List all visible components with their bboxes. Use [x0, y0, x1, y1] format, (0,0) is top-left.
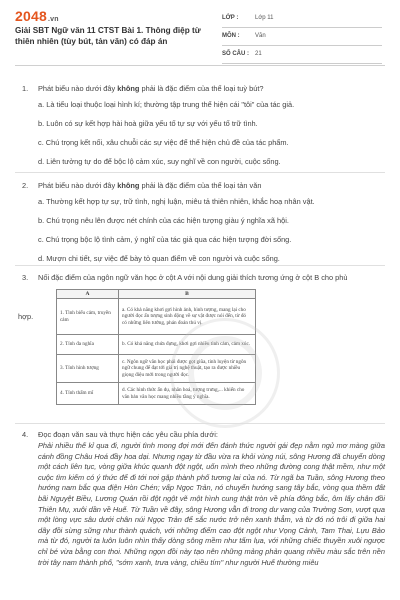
stem-text: phải là đặc điểm của thể loại tuỳ bút?	[139, 84, 264, 93]
stem-emphasis: không	[117, 181, 140, 190]
stem-text: Phát biểu nào dưới đây	[38, 84, 118, 93]
option-c[interactable]: c. Chú trọng kết nối, xâu chuỗi các sự việc để thể hiện chủ đề của tác phẩm.	[38, 138, 289, 147]
cell-a: 2. Tính đa nghĩa	[57, 335, 119, 355]
header-divider	[15, 65, 385, 66]
meta-row-subject	[222, 30, 382, 46]
option-c[interactable]: c. Chú trọng bộc lộ tình cảm, ý nghĩ của tác giả qua các hiện tượng đời sống.	[38, 235, 292, 244]
question-number: 2.	[22, 181, 29, 190]
meta-label: MÔN :	[222, 33, 240, 39]
cell-a: 4. Tính thẩm mĩ	[57, 383, 119, 405]
question-stem: Đọc đoạn văn sau và thực hiện các yêu cầu phía dưới:	[38, 430, 218, 439]
meta-value: 21	[255, 51, 262, 57]
question-stem	[38, 84, 383, 94]
table-header-row	[57, 290, 256, 299]
meta-value: Văn	[255, 33, 266, 39]
question-separator	[15, 265, 385, 266]
meta-row-count	[222, 48, 382, 64]
column-b-header: B	[119, 290, 256, 299]
cell-a: 1. Tình biểu cảm, truyền cảm	[57, 299, 119, 335]
option-a[interactable]: a. Là tiểu loại thuộc loại hình kí; thường tập trung thể hiện cái "tôi" của tác giả.	[38, 100, 295, 109]
meta-label: SỐ CÂU :	[222, 51, 249, 57]
question-stem: Nối đặc điểm của ngôn ngữ văn học ở cột A với nội dung giải thích tương ứng ở cột B cho phù	[38, 273, 348, 282]
cell-b: b. Có khả năng chứa đựng, khơi gợi nhiều tình cảm, cảm xúc.	[119, 335, 256, 355]
watermark-seal-inner-icon	[188, 336, 262, 410]
option-a[interactable]: a. Thường kết hợp tự sự, trữ tình, nghị luận, miêu tả thiên nhiên, khắc hoạ nhân vật.	[38, 197, 315, 206]
reading-passage: Phải nhiều thế kỉ qua đi, người tình mong đợi mới đến đánh thức người gái đẹp nằm ngủ mơ màng giữa cánh đồng Châu Hoá đầy hoa dại. Nhưng ngay từ đầu vừa ra khỏi vùng núi, sông Hương đã chuyển dòng một cách liên tục, vòng giữa khúc quanh đột ngột, uốn mình theo những đường cong thật mềm, như một cuộc tìm kiếm có ý thức để đi tới nơi gặp thành phố tương lai của nó. Từ ngã ba Tuần, sông Hương theo hướng nam bắc qua điện Hòn Chén; vấp Ngọc Trản, nó chuyển hướng sang tây bắc, vòng qua thềm đất bãi Nguyệt Biều, Lương Quán rồi đột ngột vẽ một hình cung thật tròn về phía đông bắc, ôm lấy chân đồi Thiên Mụ, xuôi dần về Huế. Từ Tuần về đây, sông Hương vẫn đi trong dư vang của Trường Sơn, vượt qua một lòng vực sâu dưới chân núi Ngọc Trản để sắc nước trở nên xanh thẳm, và từ đó nó trôi đi giữa hai dãy đồi sừng sững như thành quách, với những điểm cao đột ngột như Vọng Cảnh, Tam Thai, Lựu Bảo mà từ đó, người ta luôn luôn nhìn thấy dòng sông mềm như tấm lụa, với những chiếc thuyền xuôi ngược chỉ bé vừa bằng con thoi. Những ngọn đồi này tạo nên những mảng phản quang nhiều màu sắc trên nền trời tây nam thành phố, "sớm xanh, trưa vàng, chiều tím" như người Huế thường miêu	[38, 441, 385, 567]
cell-b: d. Các hình thức ẩn dụ, nhân hoá, tượng trưng,... khiến cho văn bản văn học mang nhiều tầng ý nghĩa.	[119, 383, 256, 405]
option-d[interactable]: d. Liên tưởng tự do để bộc lộ cảm xúc, suy nghĩ về con người, cuộc sống.	[38, 157, 281, 166]
option-b[interactable]: b. Luôn có sự kết hợp hài hoà giữa yếu tố tự sự với yếu tố trữ tình.	[38, 119, 258, 128]
logo-text: 2048	[15, 8, 47, 24]
question-number: 1.	[22, 84, 29, 93]
stem-text: phải là đặc điểm của thể loại tản văn	[139, 181, 262, 190]
cell-b: c. Ngôn ngữ văn học phải được gọt giũa, tinh luyện từ ngôn ngữ chung để đạt tới giá trị nghệ thuật, tạo ra được nhiều giọng điệu mới trong người đọc.	[119, 355, 256, 383]
question-stem-continued: hợp.	[18, 312, 34, 321]
meta-value: Lớp 11	[255, 15, 274, 21]
meta-box	[222, 12, 382, 66]
stem-text: Phát biểu nào dưới đây	[38, 181, 118, 190]
header	[0, 0, 400, 64]
stem-emphasis: không	[117, 84, 140, 93]
question-number: 4.	[22, 430, 29, 439]
question-separator	[15, 172, 385, 173]
logo-suffix: .vn	[47, 16, 59, 23]
option-b[interactable]: b. Chú trọng nêu lên được nét chính của các hiện tượng giàu ý nghĩa xã hội.	[38, 216, 289, 225]
document-title: Giải SBT Ngữ văn 11 CTST Bài 1. Thông điệp từ thiên nhiên (tùy bút, tản văn) có đáp án	[15, 26, 201, 46]
cell-a: 3. Tính hình tượng	[57, 355, 119, 383]
question-number: 3.	[22, 273, 29, 282]
meta-row-class	[222, 12, 382, 28]
option-d[interactable]: d. Mượn chi tiết, sự việc để bày tỏ quan điểm về con người và cuộc sống.	[38, 254, 280, 263]
question-stem	[38, 181, 383, 191]
site-logo[interactable]	[15, 8, 59, 24]
meta-label: LỚP :	[222, 15, 239, 21]
cell-b: a. Có khả năng khơi gợi hình ảnh, hình tượng, mang lại cho người đọc ấn tượng sinh động về sự vật được nói đến, từ đó có những liên tưởng, phán đoán thú vị.	[119, 299, 256, 335]
column-a-header: A	[57, 290, 119, 299]
question-separator	[15, 423, 385, 424]
